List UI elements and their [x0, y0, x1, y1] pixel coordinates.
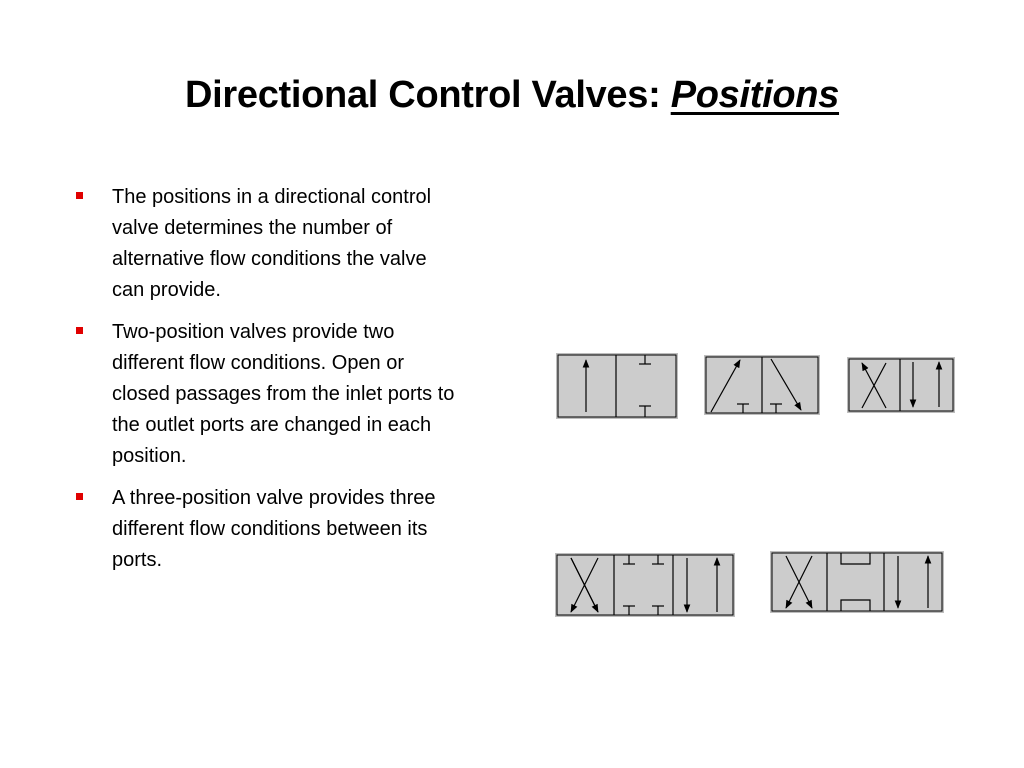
bullet-list [76, 182, 456, 587]
bullet-square-icon [76, 493, 83, 500]
bullet-text: The positions in a directional control valve determines the number of alternative flow conditions the valve can provide. [112, 186, 432, 301]
two-position-valve-symbol-3 [846, 356, 956, 414]
title-emphasis: Positions [670, 74, 840, 116]
bullet-item [76, 317, 456, 472]
bullet-item [76, 182, 456, 306]
two-position-valve-symbol-2 [703, 354, 821, 416]
bullet-item [76, 483, 456, 576]
three-position-valve-symbol-2 [769, 550, 945, 614]
bullet-square-icon [76, 192, 83, 199]
slide-title [0, 74, 1024, 117]
bullet-text: Two-position valves provide two different flow conditions. Open or closed passages from the inlet ports to the outlet ports are changed in each position. [112, 321, 455, 467]
title-main: Directional Control Valves: [184, 74, 671, 116]
two-position-valve-symbol-1 [555, 352, 679, 420]
three-position-valve-symbol-1 [554, 552, 736, 618]
bullet-square-icon [76, 327, 83, 334]
bullet-text: A three-position valve provides three different flow conditions between its ports. [112, 487, 436, 571]
